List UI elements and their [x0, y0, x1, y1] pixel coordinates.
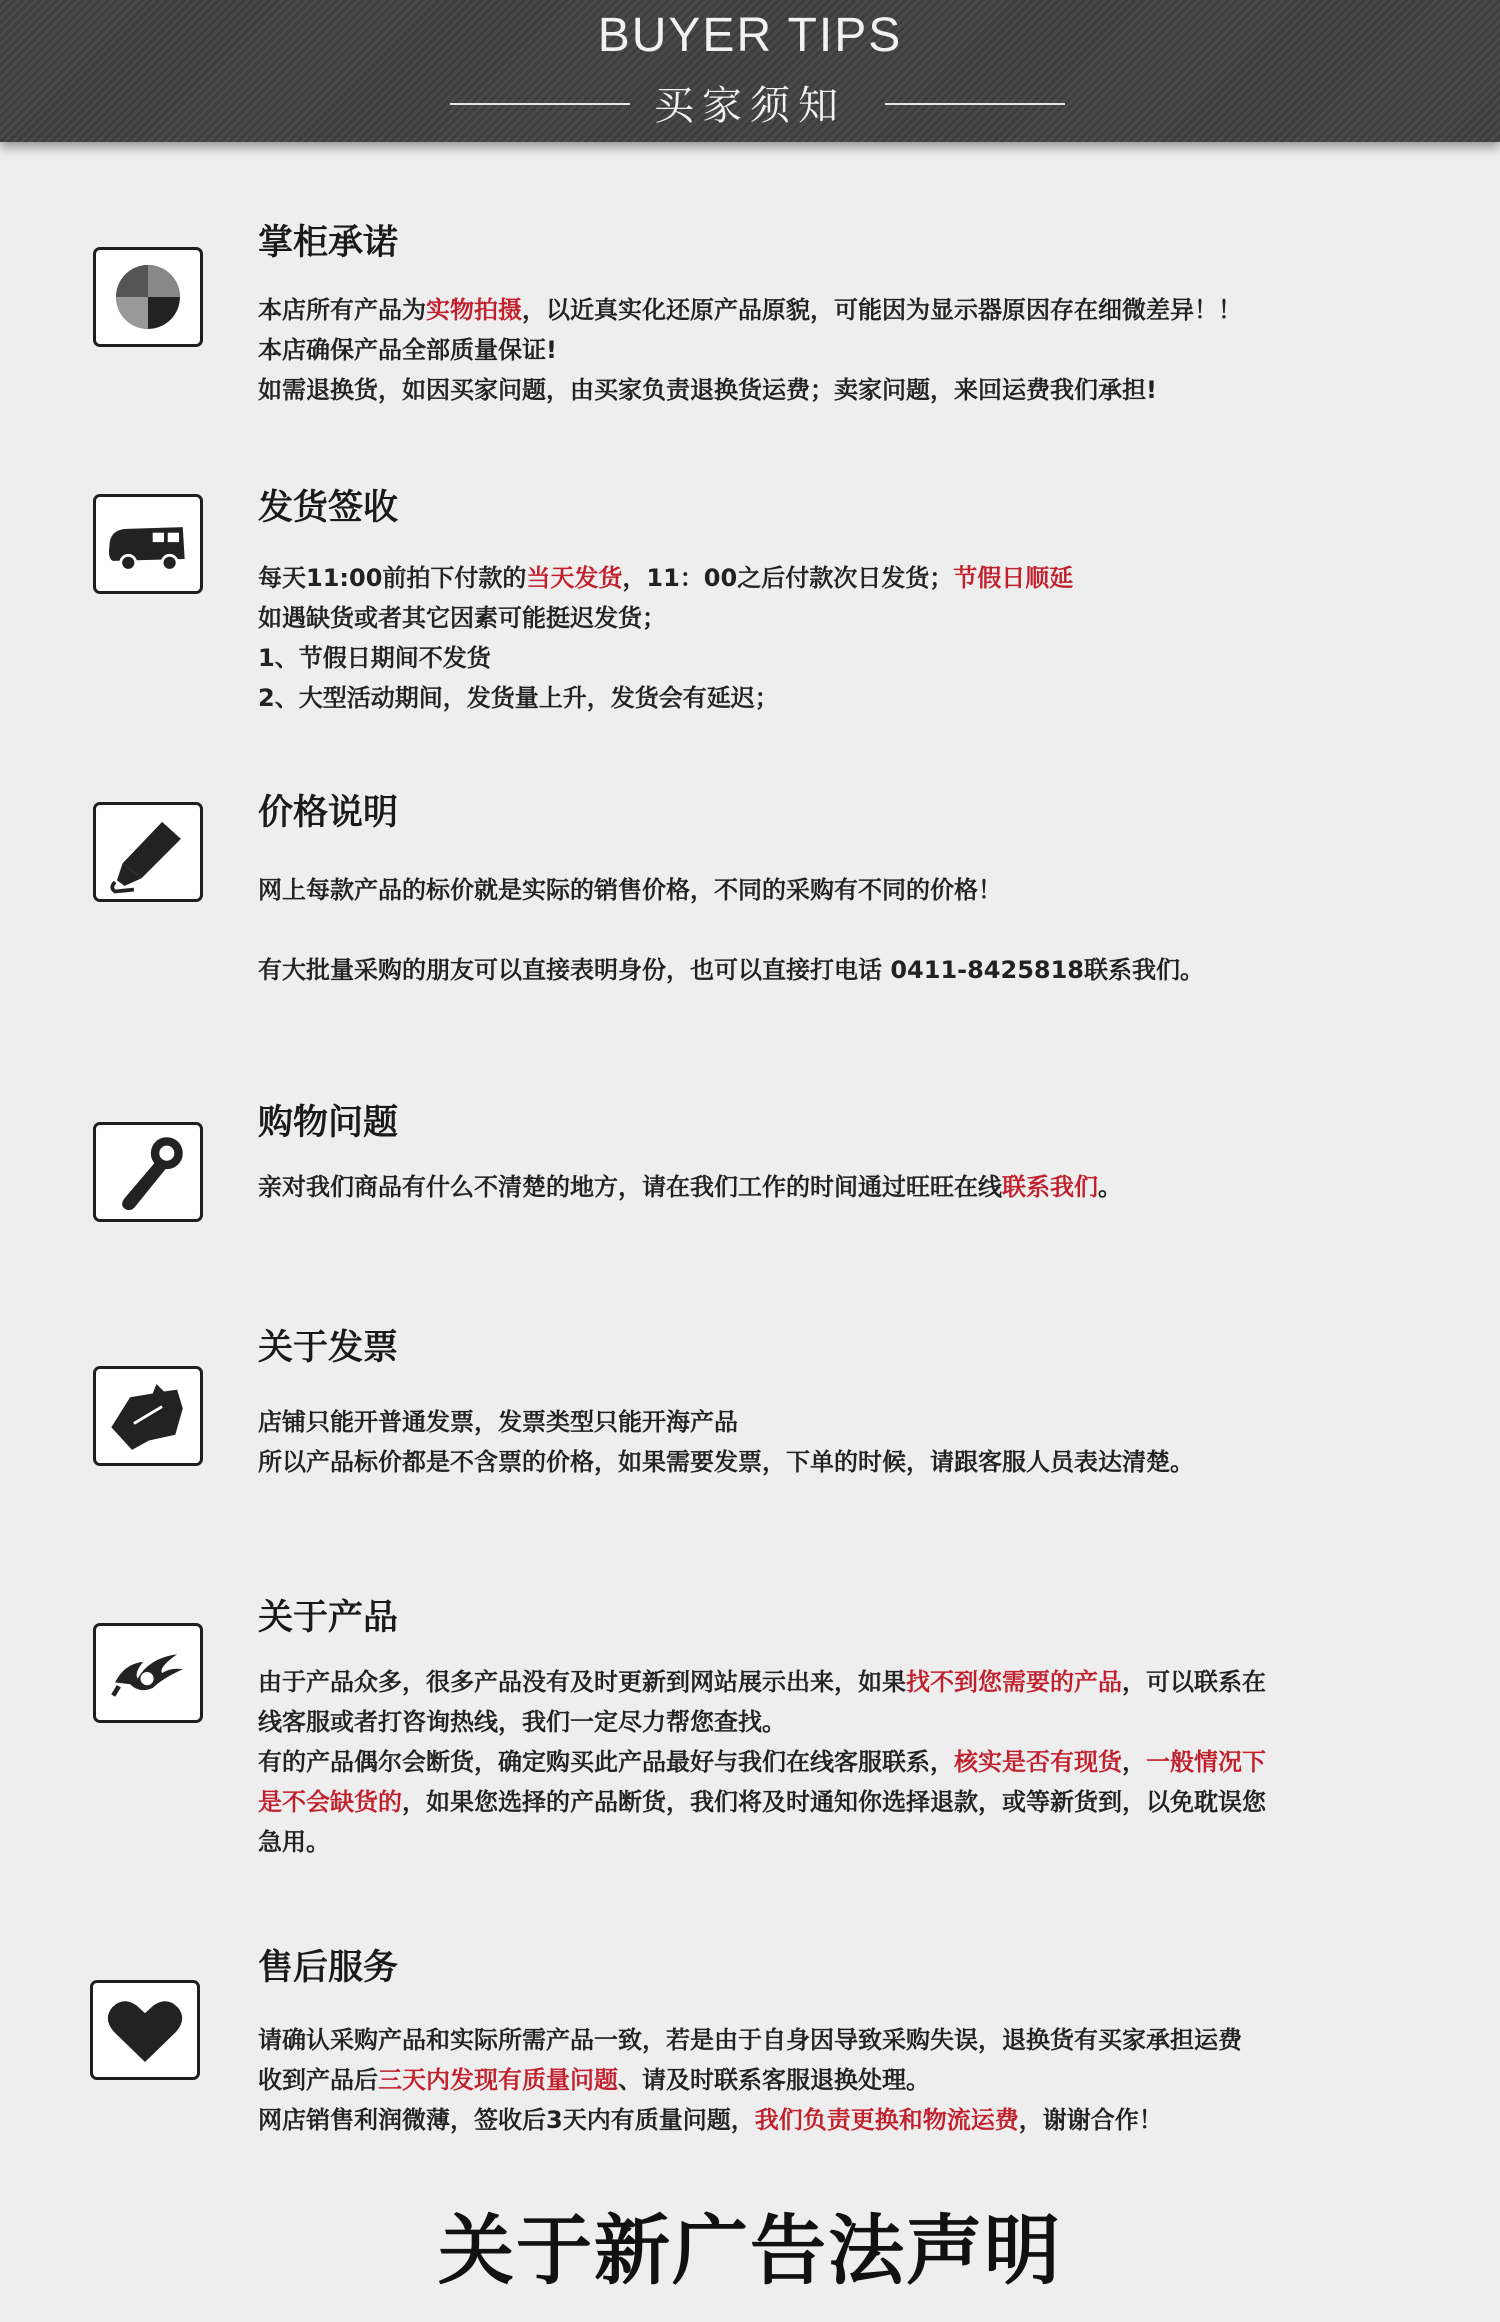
section-line: 如遇缺货或者其它因素可能挺迟发货；	[258, 604, 666, 632]
truck-icon	[93, 494, 203, 594]
section-line: 有大批量采购的朋友可以直接表明身份，也可以直接打电话 0411-8425818联系我们。	[258, 956, 1205, 984]
marker-pen-icon	[93, 802, 203, 902]
section-title: 价格说明	[258, 793, 399, 833]
section-line: 2、大型活动期间，发货量上升，发货会有延迟；	[258, 684, 779, 712]
section-title: 售后服务	[258, 1948, 399, 1988]
leaf-ticket-icon	[93, 1366, 203, 1466]
section-line: 每天11:00前拍下付款的当天发货，11：00之后付款次日发货；节假日顺延	[258, 564, 1074, 592]
pie-chart-icon	[93, 247, 203, 347]
footer-title: 关于新广告法声明	[438, 2206, 1062, 2295]
section-line: 本店确保产品全部质量保证!	[258, 336, 557, 364]
section-title: 掌柜承诺	[258, 223, 399, 263]
section-line: 收到产品后三天内发现有质量问题、请及时联系客服退换处理。	[258, 2066, 930, 2094]
section-title: 发货签收	[258, 488, 399, 528]
section-line: 有的产品偶尔会断货，确定购买此产品最好与我们在线客服联系，核实是否有现货，一般情况下	[258, 1748, 1266, 1776]
section-line: 如需退换货，如因买家问题，由买家负责退换货运费；卖家问题，来回运费我们承担!	[258, 376, 1157, 404]
section-line: 网上每款产品的标价就是实际的销售价格，不同的采购有不同的价格！	[258, 876, 1002, 904]
flame-logo-icon	[93, 1623, 203, 1723]
header-title-cn: 买家须知	[654, 83, 846, 129]
section-line: 本店所有产品为实物拍摄，以近真实化还原产品原貌，可能因为显示器原因存在细微差异！！	[258, 296, 1242, 324]
header-divider-right	[885, 103, 1065, 105]
section-line: 店铺只能开普通发票，发票类型只能开海产品	[258, 1408, 738, 1436]
section-line: 请确认采购产品和实际所需产品一致，若是由于自身因导致采购失误，退换货有买家承担运费	[258, 2026, 1242, 2054]
section-title: 关于产品	[258, 1598, 399, 1638]
section-line: 亲对我们商品有什么不清楚的地方，请在我们工作的时间通过旺旺在线联系我们。	[258, 1173, 1122, 1201]
header-banner	[0, 0, 1500, 142]
section-line: 1、节假日期间不发货	[258, 644, 491, 672]
heart-icon	[90, 1980, 200, 2080]
section-title: 关于发票	[258, 1328, 399, 1368]
section-line: 线客服或者打咨询热线，我们一定尽力帮您查找。	[258, 1708, 786, 1736]
section-line: 是不会缺货的，如果您选择的产品断货，我们将及时通知你选择退款，或等新货到，以免耽误您	[258, 1788, 1266, 1816]
section-line: 网店销售利润微薄，签收后3天内有质量问题，我们负责更换和物流运费，谢谢合作！	[258, 2106, 1163, 2134]
section-line: 所以产品标价都是不含票的价格，如果需要发票，下单的时候，请跟客服人员表达清楚。	[258, 1448, 1194, 1476]
section-line: 由于产品众多，很多产品没有及时更新到网站展示出来，如果找不到您需要的产品，可以联系在	[258, 1668, 1266, 1696]
section-title: 购物问题	[258, 1103, 399, 1143]
header-title-en: BUYER TIPS	[597, 9, 903, 62]
wrench-icon	[93, 1122, 203, 1222]
section-line: 急用。	[258, 1828, 330, 1856]
